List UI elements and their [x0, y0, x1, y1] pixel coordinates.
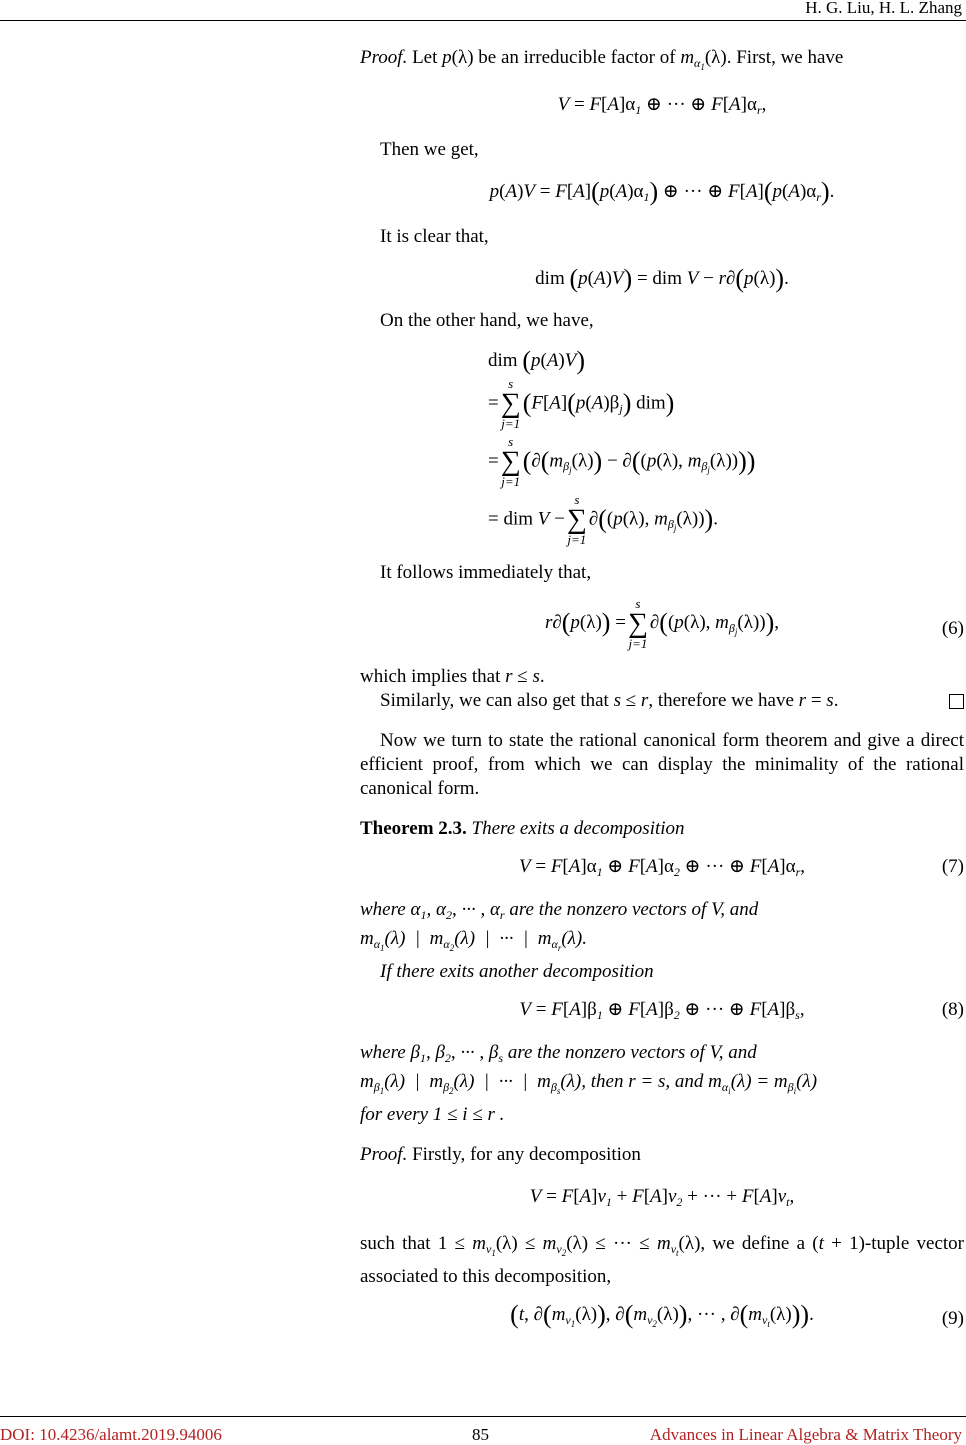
page-footer: [0, 1416, 966, 1445]
then-text: Then we get,: [380, 139, 479, 160]
equation-9: (t, $\partial(m_{v_1}(\lambda))$, $\partial(m_{v_2}(\lambda))$, ··· , $\partial(m_{v_t}(\lambda))$). (9): [510, 1300, 964, 1329]
equation-7: $V = F[A]\alpha_1$ ⊕ $F[A]\alpha_2$ ⊕ ··· ⊕ $F[A]\alpha_r$, (7): [518, 856, 964, 879]
footer-page-number: 85: [472, 1425, 489, 1444]
proof-intro-text: Let p(λ) be an irreducible factor of $m_{\alpha_1}(\lambda)$. First, we have: [412, 47, 844, 72]
other-hand-text: On the other hand, we have,: [380, 310, 594, 331]
equation-dim: dim (p(A)V) = dim V − r∂(p(λ)).: [535, 264, 789, 293]
derivation-line-3: = s ∑ j=1 ($\partial(m_{\beta_j}(\lambda)) - \partial((p(\lambda)$, $m_{\beta_j}(\lambda)$))): [488, 434, 756, 489]
equation-6: r∂(p(λ)) = s ∑ j=1 ∂((p(λ), $m_{\beta_j}(\lambda)$)), (6): [544, 596, 964, 651]
header-authors: H. G. Liu, H. L. Zhang: [805, 0, 962, 17]
qed-box: [949, 694, 964, 709]
theorem-statement: [360, 817, 964, 841]
equation-9-number: (9): [941, 1308, 964, 1329]
equation-v-decomp: $V = F[A]\alpha_1$ ⊕ ··· ⊕ $F[A]\alpha_r$,: [557, 94, 767, 117]
follows-text: It follows immediately that,: [380, 562, 592, 583]
equation-8: $V = F[A]\beta_1$ ⊕ $F[A]\beta_2$ ⊕ ··· ⊕ $F[A]\beta_s$, (8): [519, 999, 964, 1022]
proof2-label: Proof.: [360, 1144, 408, 1165]
derivation-line-1: dim (p(A)V): [488, 346, 586, 375]
aligned-derivation: [360, 346, 964, 547]
equation-pav: $p(A)V = F[A](p(A)\alpha_1)$ ⊕ ··· ⊕ $F[A](p(A)\alpha_r)$.: [489, 177, 835, 206]
such-that-text: such that $1 \le m_{v_1}(\lambda) \le m_{v_2}(\lambda)$ ≤ ··· ≤ $m_{v_t}(\lambda)$, we define a (t + 1)-tuple vector associated to this decomposition,: [360, 1233, 964, 1287]
equation-8-number: (8): [941, 999, 964, 1020]
theorem-another: If there exits another decomposition: [380, 961, 654, 982]
theorem-where-1: where $\alpha_1$, $\alpha_2$, ··· , $\alpha_r$ are the nonzero vectors of V, and $m_{\alpha_1}(\lambda)$ | $m_{\alpha_2}(\lambda)$ | ··· | $m_{\alpha_r}(\lambda)$.: [360, 899, 759, 953]
main-column: [360, 46, 964, 1336]
theorem-where-2: where $\beta_1$, $\beta_2$, ··· , $\beta_s$ are the nonzero vectors of V, and $m_{\beta_1}(\lambda)$ | $m_{\beta_2}(\lambda)$ | ··· | $m_{\beta_s}(\lambda)$, then r = s, and $m_{\alpha_i}(\lambda) = m_{\beta_i}(\lambda)$ for every 1 ≤ i ≤ r .: [360, 1042, 818, 1125]
equation-v-sum: $V = F[A]v_1 + F[A]v_2$ + ··· + $F[A]v_t$,: [529, 1186, 795, 1209]
similarly-text: Similarly, we can also get that s ≤ r, therefore we have r = s.: [360, 689, 964, 713]
clear-text: It is clear that,: [380, 226, 489, 247]
proof-intro: [360, 46, 964, 79]
footer-journal-link[interactable]: Advances in Linear Algebra & Matrix Theory: [649, 1425, 962, 1444]
theorem-intro: There exits a decomposition: [471, 818, 685, 839]
proof2-intro-text: Firstly, for any decomposition: [412, 1144, 641, 1165]
equation-7-number: (7): [941, 856, 964, 877]
implies-text: which implies that r ≤ s.: [360, 666, 545, 687]
equation-6-number: (6): [941, 618, 964, 639]
proof2-intro: [360, 1143, 964, 1167]
running-header: [0, 0, 966, 21]
transition-paragraph: Now we turn to state the rational canonical form theorem and give a direct efficient proof, from which we can display the minimality of the rational canonical form.: [360, 730, 964, 799]
derivation-line-4: = dim V − s ∑ j=1 ∂((p(λ), $m_{\beta_j}(\lambda)$)).: [488, 492, 718, 547]
footer-doi-link[interactable]: DOI: 10.4236/alamt.2019.94006: [0, 1425, 222, 1444]
theorem-label: Theorem 2.3.: [360, 818, 467, 839]
derivation-line-2: = s ∑ j=1 ($F[A](p(A)\beta_j)$ dim): [488, 376, 675, 431]
proof-label: Proof.: [360, 47, 408, 68]
